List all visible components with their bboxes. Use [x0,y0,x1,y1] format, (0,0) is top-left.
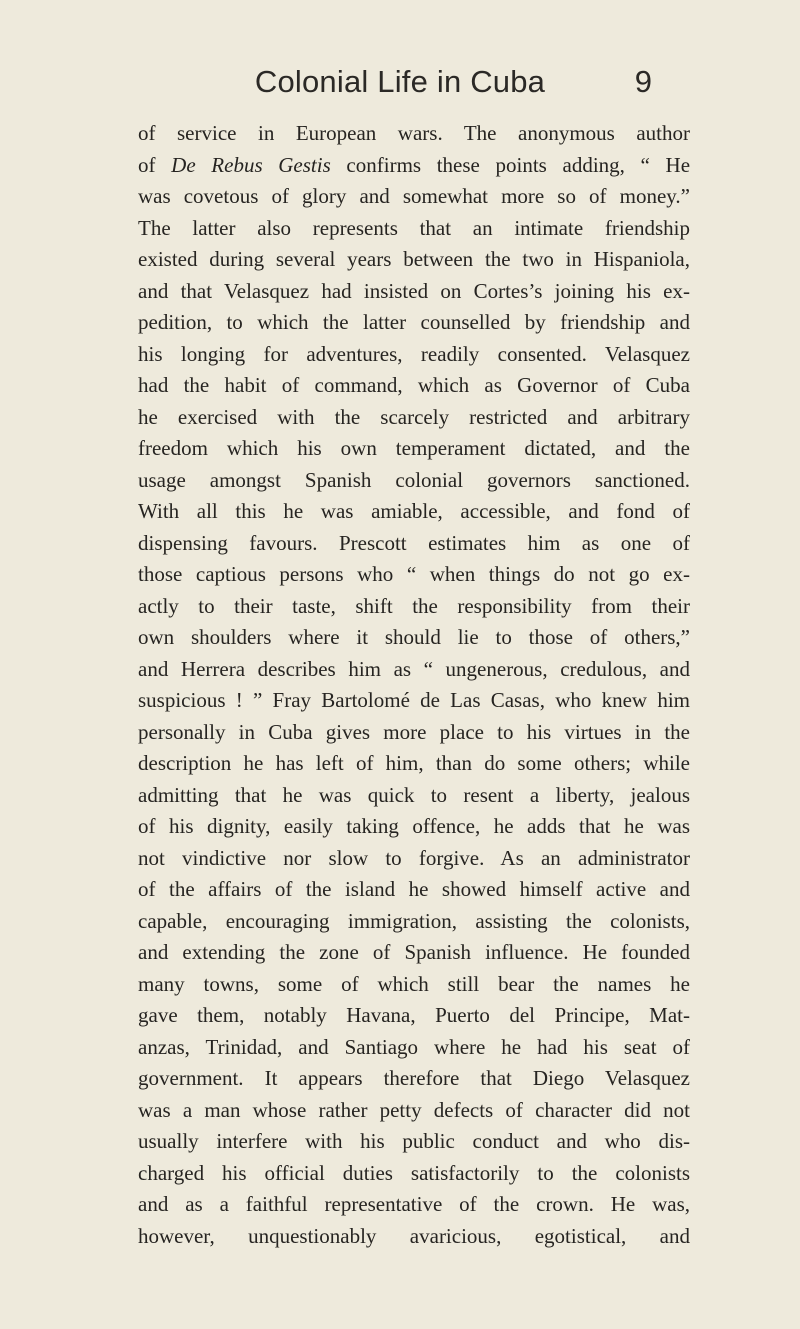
text-line: description he has left of him, than do some others; while [138,751,690,775]
text-line: capable, encouraging immigration, assisting the colonists, [138,908,690,933]
text-line [138,150,690,182]
text-line: admitting that he was quick to resent a liberty, jealous [138,782,690,807]
text-line: and as a faithful representative of the crown. He was, [138,1192,690,1216]
text-line: those captious persons who “ when things do not go ex- [138,562,690,586]
text-line: actly to their taste, shift the responsibility from their [138,593,690,618]
text-line: dispensing favours. Prescott estimates him as one of [138,530,690,555]
running-header [0,64,800,104]
text-fragment: of [138,152,156,177]
text-line: gave them, notably Havana, Puerto del Principe, Mat- [138,1003,690,1027]
text-line: and that Velasquez had insisted on Cortes’s joining his ex- [138,278,690,303]
text-line: had the habit of command, which as Governor of Cuba [138,373,690,397]
text-line: suspicious ! ” Fray Bartolomé de Las Casas, who knew him [138,688,690,712]
text-line: not vindictive nor slow to forgive. As an administrator [138,845,690,870]
text-line: of the affairs of the island he showed himself active and [138,877,690,901]
text-line: usage amongst Spanish colonial governors sanctioned. [138,467,690,492]
body-text [138,118,690,1252]
text-line: anzas, Trinidad, and Santiago where he had his seat of [138,1034,690,1059]
text-line: of his dignity, easily taking offence, he adds that he was [138,814,690,838]
running-head-title: Colonial Life in Cuba [254,64,546,99]
text-line: of service in European wars. The anonymous author [138,121,690,145]
text-line: many towns, some of which still bear the names he [138,971,690,996]
text-line: was a man whose rather petty defects of character did not [138,1097,690,1122]
text-line: government. It appears therefore that Diego Velasquez [138,1066,690,1090]
text-line: With all this he was amiable, accessible, and fond of [138,499,690,523]
text-line: and extending the zone of Spanish influence. He founded [138,940,690,964]
page-number: 9 [634,64,652,99]
text-line: own shoulders where it should lie to those of others,” [138,625,690,649]
text-line: and Herrera describes him as “ ungenerous, credulous, and [138,656,690,681]
text-line: existed during several years between the two in Hispaniola, [138,247,690,271]
text-line: however, unquestionably avaricious, egotistical, and [138,1223,690,1248]
text-line: pedition, to which the latter counselled by friendship and [138,310,690,334]
italic-title: De Rebus Gestis [171,152,331,177]
text-line: personally in Cuba gives more place to his virtues in the [138,719,690,744]
text-line: The latter also represents that an intimate friendship [138,215,690,240]
text-line: usually interfere with his public conduct and who dis- [138,1129,690,1153]
text-line: he exercised with the scarcely restricted and arbitrary [138,404,690,429]
text-fragment: confirms these points adding, “ He [346,152,691,177]
text-line: freedom which his own temperament dictated, and the [138,436,690,460]
text-line: charged his official duties satisfactorily to the colonists [138,1160,690,1185]
text-line: his longing for adventures, readily consented. Velasquez [138,341,690,366]
text-line: was covetous of glory and somewhat more so of money.” [138,184,690,208]
